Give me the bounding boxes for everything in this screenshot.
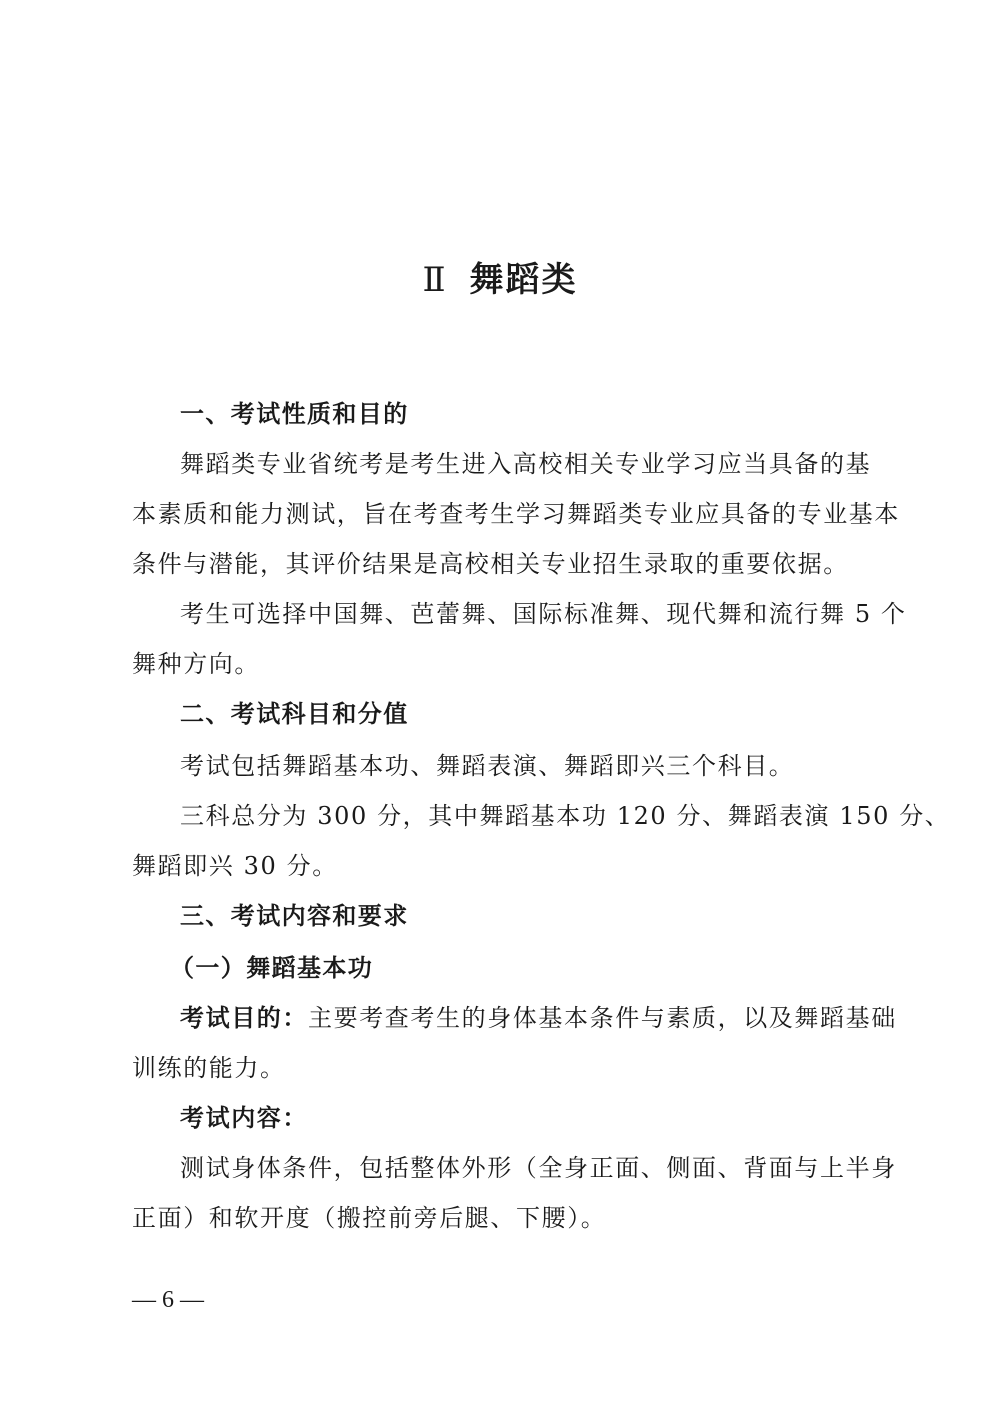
content-label: 考试内容： <box>180 1104 308 1132</box>
section-2-heading: 二、考试科目和分值 <box>180 700 409 728</box>
paragraph-line: 考试包括舞蹈基本功、舞蹈表演、舞蹈即兴三个科目。 <box>180 752 795 780</box>
paragraph-line: 正面）和软开度（搬控前旁后腿、下腰）。 <box>132 1204 607 1232</box>
purpose-label: 考试目的： <box>180 1004 308 1032</box>
paragraph-line: 训练的能力。 <box>132 1054 286 1082</box>
paragraph-line: 舞种方向。 <box>132 650 260 678</box>
purpose-text: 主要考查考生的身体基本条件与素质，以及舞蹈基础 <box>308 1004 897 1032</box>
title-text: 舞蹈类 <box>469 260 578 300</box>
title-numeral: Ⅱ <box>422 262 448 299</box>
paragraph-line: 本素质和能力测试，旨在考查考生学习舞蹈类专业应具备的专业基本 <box>132 500 900 528</box>
paragraph-line: 测试身体条件，包括整体外形（全身正面、侧面、背面与上半身 <box>180 1154 897 1182</box>
paragraph-line: 考生可选择中国舞、芭蕾舞、国际标准舞、现代舞和流行舞 5 个 <box>180 600 907 628</box>
paragraph-line: 舞蹈即兴 30 分。 <box>132 852 338 880</box>
paragraph-line: 条件与潜能，其评价结果是高校相关专业招生录取的重要依据。 <box>132 550 849 578</box>
page-number: — 6 — <box>132 1287 204 1313</box>
section-3-heading: 三、考试内容和要求 <box>180 902 409 930</box>
paragraph-line <box>180 1002 897 1034</box>
page-title <box>0 254 1000 306</box>
section-1-heading: 一、考试性质和目的 <box>180 400 409 428</box>
paragraph-line: 舞蹈类专业省统考是考生进入高校相关专业学习应当具备的基 <box>180 450 872 478</box>
subsection-heading: （一）舞蹈基本功 <box>170 954 374 982</box>
paragraph-line: 三科总分为 300 分，其中舞蹈基本功 120 分、舞蹈表演 150 分、 <box>180 802 951 830</box>
